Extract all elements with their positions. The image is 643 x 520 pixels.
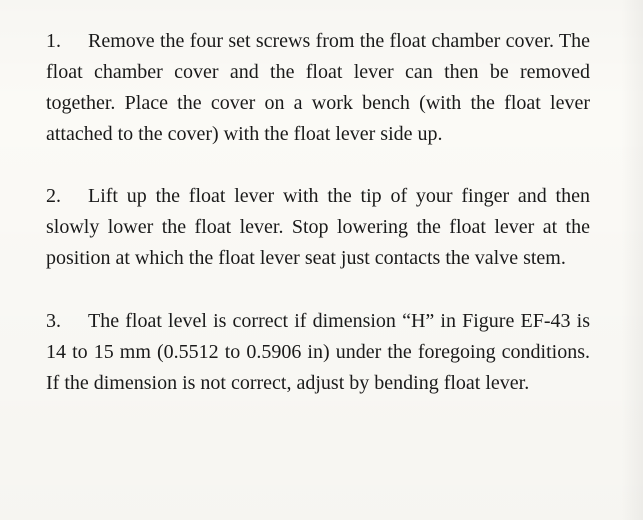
step-2-number: 2. bbox=[46, 185, 61, 207]
step-3-text: The float level is correct if dimension “H” in Figure EF-43 is 14 to 15 mm (0.5512 to 0.5906 in) under the foregoing conditions. If the dimension is not correct, adjust by bending float lever. bbox=[46, 310, 590, 394]
step-2 bbox=[46, 181, 590, 274]
instruction-list bbox=[46, 26, 590, 399]
page-edge-shadow bbox=[621, 0, 643, 520]
step-2-text: Lift up the float lever with the tip of your finger and then slowly lower the float lever. Stop lowering the float lever at the position at which the float lever seat just contacts the valve stem. bbox=[46, 185, 590, 269]
step-3-number: 3. bbox=[46, 310, 61, 332]
step-3 bbox=[46, 306, 590, 399]
step-1 bbox=[46, 26, 590, 150]
step-1-number: 1. bbox=[46, 30, 61, 52]
step-1-text: Remove the four set screws from the float chamber cover. The float chamber cover and the float lever can then be removed together. Place the cover on a work bench (with the float lever attached to the cover) with the float lever side up. bbox=[46, 30, 590, 145]
